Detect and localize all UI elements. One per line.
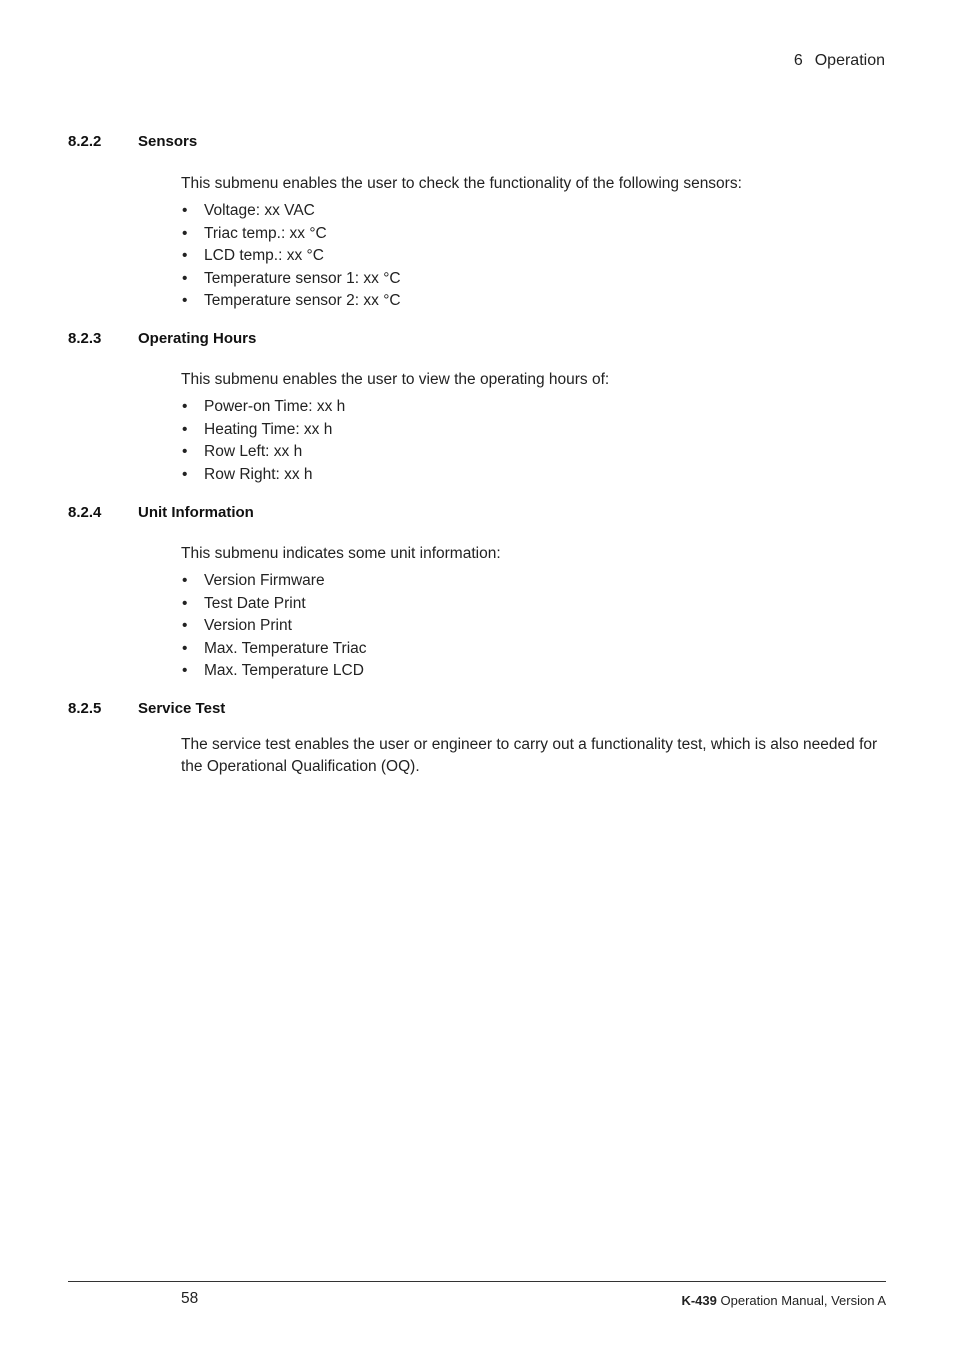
chapter-number: 6 — [793, 52, 803, 69]
section-number: 8.2.4 — [68, 504, 102, 521]
list-item: • Max. Temperature Triac — [181, 638, 886, 661]
list-item: • Max. Temperature LCD — [181, 660, 886, 683]
list-item: • Version Firmware — [181, 570, 886, 593]
section-heading — [68, 700, 225, 717]
list-item: • Power-on Time: xx h — [181, 396, 886, 419]
list-item: • Row Right: xx h — [181, 464, 886, 487]
section-body — [181, 369, 886, 486]
bullet-list — [181, 396, 886, 486]
bullet-icon: • — [182, 639, 188, 657]
product-name: K-439 — [681, 1293, 717, 1308]
bullet-icon: • — [182, 269, 188, 287]
section-number: 8.2.3 — [68, 330, 102, 347]
section-title: Unit Information — [138, 504, 254, 521]
bullet-list — [181, 570, 886, 683]
section-intro: This submenu indicates some unit information: — [181, 545, 501, 562]
running-header — [794, 52, 885, 70]
section-intro: The service test enables the user or engineer to carry out a functionality test, which is also needed for the Operational Qualification (OQ). — [181, 736, 878, 775]
bullet-icon: • — [182, 465, 188, 483]
bullet-icon: • — [182, 420, 188, 438]
section-number: 8.2.2 — [68, 133, 102, 150]
bullet-icon: • — [182, 662, 188, 679]
section-body — [181, 543, 886, 683]
bullet-icon: • — [182, 594, 188, 612]
list-item: • Voltage: xx VAC — [181, 200, 886, 223]
section-title: Operating Hours — [138, 330, 257, 347]
section-heading — [68, 330, 256, 347]
section-title: Sensors — [138, 133, 198, 150]
bullet-icon: • — [182, 443, 188, 460]
section-heading — [68, 504, 254, 521]
section-body — [181, 734, 886, 778]
section-intro: This submenu enables the user to check the functionality of the following sensors: — [181, 175, 742, 192]
bullet-icon: • — [182, 292, 188, 309]
list-item: • Temperature sensor 2: xx °C — [181, 290, 886, 313]
bullet-icon: • — [182, 617, 188, 634]
section-intro: This submenu enables the user to view the operating hours of: — [181, 371, 610, 388]
bullet-icon: • — [182, 224, 188, 242]
list-item: • Version Print — [181, 615, 886, 638]
list-item: • LCD temp.: xx °C — [181, 245, 886, 268]
bullet-icon: • — [182, 202, 188, 219]
page-number: 58 — [181, 1290, 199, 1307]
bullet-icon: • — [182, 398, 188, 415]
manual-title: Operation Manual, Version A — [716, 1293, 886, 1308]
bullet-list — [181, 200, 886, 313]
footer-title — [681, 1293, 886, 1308]
bullet-icon: • — [182, 572, 188, 589]
section-heading — [68, 133, 197, 150]
list-item: • Test Date Print — [181, 593, 886, 616]
bullet-icon: • — [182, 247, 188, 264]
footer-divider — [68, 1281, 886, 1282]
section-body — [181, 173, 886, 313]
list-item: • Triac temp.: xx °C — [181, 223, 886, 246]
list-item: • Heating Time: xx h — [181, 419, 886, 442]
section-title: Service Test — [138, 700, 226, 717]
list-item: • Row Left: xx h — [181, 441, 886, 464]
section-number: 8.2.5 — [68, 700, 102, 717]
chapter-title: Operation — [814, 52, 885, 69]
list-item: • Temperature sensor 1: xx °C — [181, 268, 886, 291]
